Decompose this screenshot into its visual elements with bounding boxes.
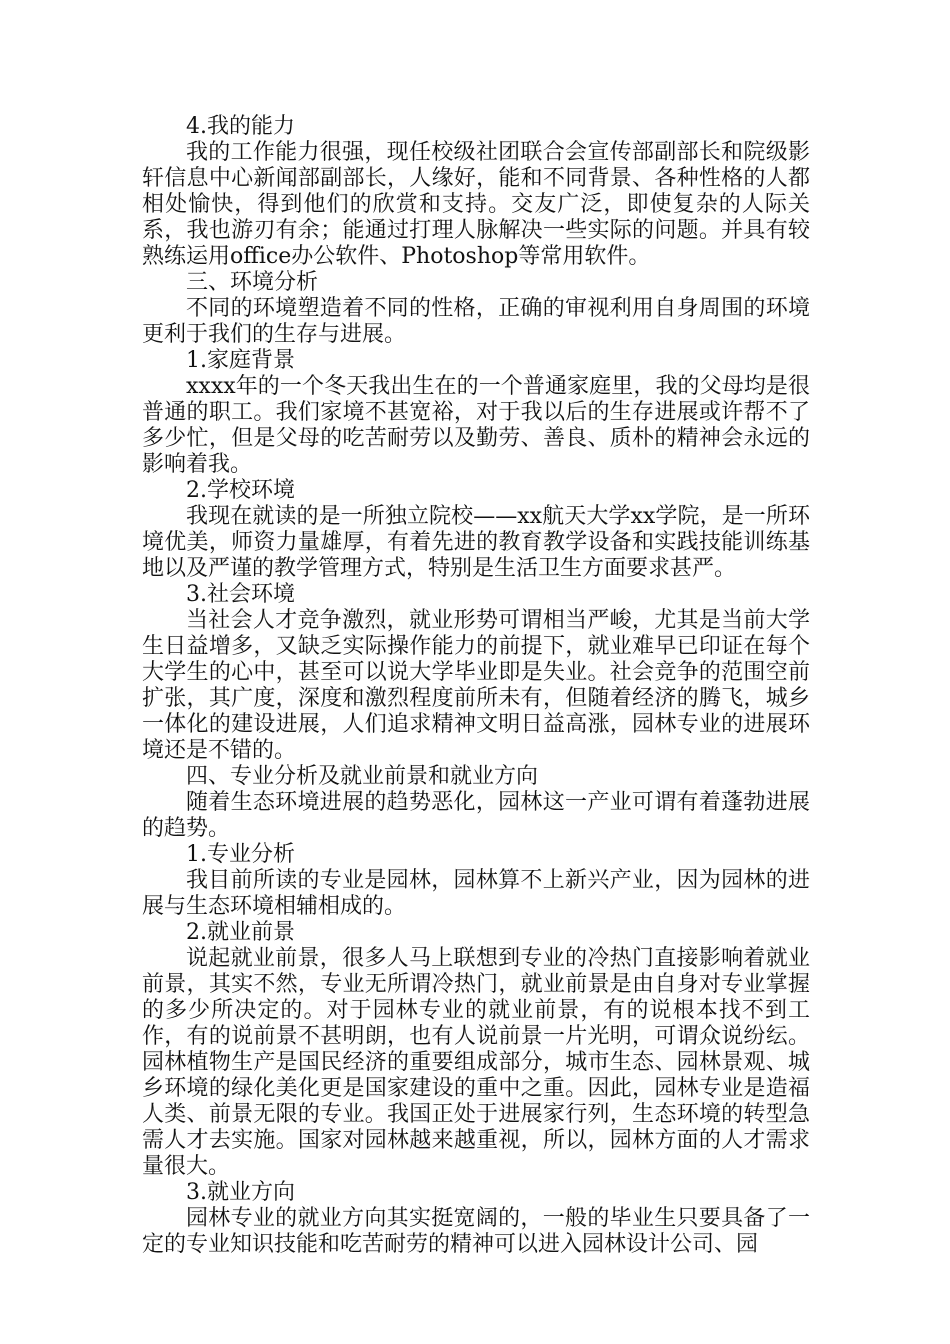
heading-school-environment: 2.学校环境 (186, 478, 295, 503)
document-body (142, 114, 810, 1258)
paragraph-school-environment: 我现在就读的是一所独立院校——xx航天大学xx学院，是一所环境优美，师资力量雄厚，有着先进的教育教学设备和实践技能训练基地以及严谨的教学管理方式，特别是生活卫生方面要求甚严。 (142, 504, 810, 581)
paragraph-employment-direction: 园林专业的就业方向其实挺宽阔的，一般的毕业生只要具备了一定的专业知识技能和吃苦耐劳的精神可以进入园林设计公司、园 (142, 1206, 810, 1257)
heading-major-analysis-prospects: 四、专业分析及就业前景和就业方向 (186, 764, 539, 789)
heading-major-analysis: 1.专业分析 (186, 842, 295, 867)
paragraph-major-analysis: 我目前所读的专业是园林，园林算不上新兴产业，因为园林的进展与生态环境相辅相成的。 (142, 868, 810, 919)
heading-family-background: 1.家庭背景 (186, 348, 295, 373)
paragraph-social-environment: 当社会人才竞争激烈，就业形势可谓相当严峻，尤其是当前大学生日益增多，又缺乏实际操作能力的前提下，就业难早已印证在每个大学生的心中，甚至可以说大学毕业即是失业。社会竞争的范围空前扩张，其广度，深度和激烈程度前所未有，但随着经济的腾飞，城乡一体化的建设进展，人们追求精神文明日益高涨，园林专业的进展环境还是不错的。 (142, 608, 810, 763)
heading-employment-direction: 3.就业方向 (186, 1180, 295, 1205)
heading-employment-prospects: 2.就业前景 (186, 920, 295, 945)
paragraph-family-background: xxxx年的一个冬天我出生在的一个普通家庭里，我的父母均是很普通的职工。我们家境不甚宽裕，对于我以后的生存进展或许帮不了多少忙，但是父母的吃苦耐劳以及勤劳、善良、质朴的精神会永远的影响着我。 (142, 374, 810, 477)
heading-my-ability: 4.我的能力 (186, 114, 295, 139)
paragraph-employment-prospects: 说起就业前景，很多人马上联想到专业的冷热门直接影响着就业前景，其实不然，专业无所谓冷热门，就业前景是由自身对专业掌握的多少所决定的。对于园林专业的就业前景，有的说根本找不到工作，有的说前景不甚明朗，也有人说前景一片光明，可谓众说纷纭。园林植物生产是国民经济的重要组成部分，城市生态、园林景观、城乡环境的绿化美化更是国家建设的重中之重。因此，园林专业是造福人类、前景无限的专业。我国正处于进展家行列，生态环境的转型急需人才去实施。国家对园林越来越重视，所以，园林方面的人才需求量很大。 (142, 946, 810, 1179)
paragraph-environment-intro: 不同的环境塑造着不同的性格，正确的审视利用自身周围的环境更利于我们的生存与进展。 (142, 296, 810, 347)
heading-environment-analysis: 三、环境分析 (186, 270, 319, 295)
paragraph-major-intro: 随着生态环境进展的趋势恶化，园林这一产业可谓有着蓬勃进展的趋势。 (142, 790, 810, 841)
paragraph-work-ability: 我的工作能力很强，现任校级社团联合会宣传部副部长和院级影轩信息中心新闻部副部长，人缘好，能和不同背景、各种性格的人都相处愉快，得到他们的欣赏和支持。交友广泛，即使复杂的人际关系，我也游刃有余；能通过打理人脉解决一些实际的问题。并具有较熟练运用office办公软件、Photoshop等常用软件。 (142, 140, 810, 269)
heading-social-environment: 3.社会环境 (186, 582, 295, 607)
